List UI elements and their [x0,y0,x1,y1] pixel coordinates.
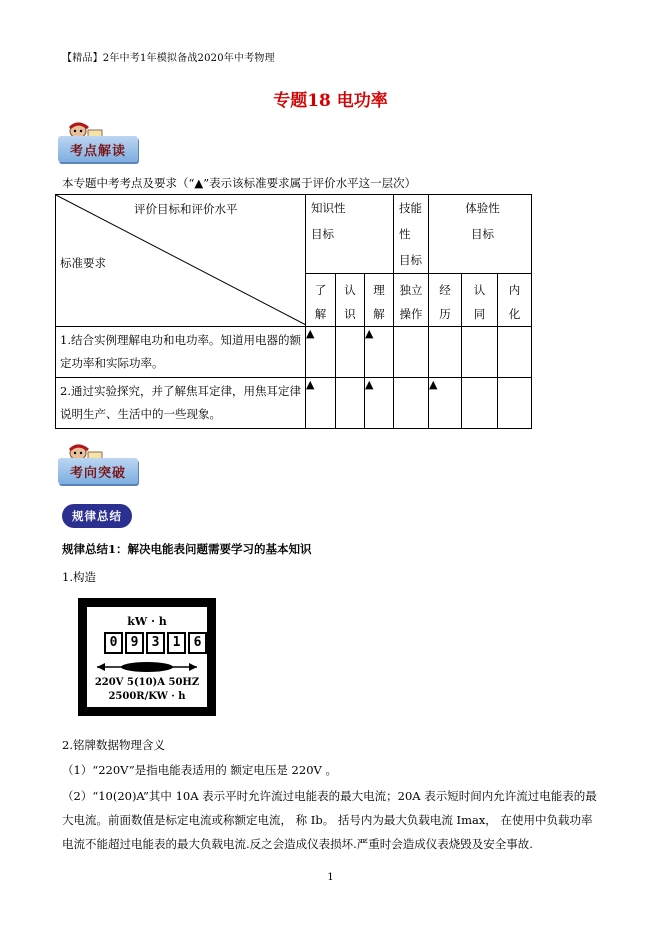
meter-digit: 1 [167,632,186,654]
subheader-cell [336,274,365,327]
diag-top-label: 评价目标和评价水平 [134,202,238,216]
mark-cell [498,327,532,378]
group-experience [429,195,532,274]
subheader-line: 识 [344,307,356,321]
subheader-line: 认 [344,283,356,297]
intro-text: 本专题中考考点及要求（“▲”表示该标准要求属于评价水平这一层次） [62,176,417,190]
subheader-line: 理 [373,283,385,297]
group-label-line: 体验性 [465,201,500,215]
subheader-line: 独立 [399,283,423,297]
meter-spec-line: 2500R/KW · h [108,691,186,702]
mark-cell [394,327,429,378]
mark-cell [462,327,498,378]
requirement-cell [56,378,306,429]
section-badge-label: 考向突破 [58,458,138,484]
mark-cell: ▲ [306,327,336,378]
subheader-line: 解 [373,307,385,321]
paragraph-220v: （1）“220V”是指电能表适用的 额定电压是 220V 。 [62,763,337,777]
paragraph-current-rating: （2）“10(20)A”其中 10A 表示平时允许流过电能表的最大电流；20A 表示短时间内允许流过电能表的最大电流。前面数值是标定电流或称额定电流， 称 Ib。 括号内为最大负载电流 Imax， 在使用中负载功率电流不能超过电能表的最大负载电流.反之会造成仪表损坏.严重时会造成仪表烧毁及安全事故. [62,789,597,851]
page-title: 专题18 电功率 [273,91,388,111]
subheader-cell [306,274,336,327]
subheader-cell [498,274,532,327]
table-row [56,378,532,429]
page-header: 【精品】2年中考1年模拟备战2020年中考物理 [62,53,275,64]
mark-cell [336,327,365,378]
group-label-line: 知识性 [311,201,346,215]
subheader-line: 解 [314,307,327,321]
meter-digit: 9 [125,632,144,654]
item-structure-heading: 1.构造 [62,570,96,584]
group-label-line: 技能 [399,201,422,215]
subheader-cell [429,274,462,327]
group-label-line: 目标 [399,253,422,267]
section-badge-kaodian [58,122,142,166]
mark-cell [462,378,498,429]
meter-digit-display [104,632,209,654]
subheader-line: 历 [439,307,451,321]
group-knowledge [306,195,394,274]
subheader-line: 了 [314,283,327,297]
electric-meter-illustration [78,598,216,716]
mark-cell: ▲ [429,378,462,429]
mark-cell [394,378,429,429]
mark-cell: ▲ [306,378,336,429]
group-skill [394,195,429,274]
requirements-table [55,194,532,429]
meter-disc-icon [97,659,197,675]
requirement-text: 2.通过实验探究，并了解焦耳定律，用焦耳定律说明生产、生活中的一些现象。 [60,384,301,421]
table-header-row [56,195,532,274]
subheader-line: 内 [508,283,521,297]
page-number: 1 [327,872,334,883]
meter-digit: 6 [188,632,207,654]
group-label-line: 目标 [311,227,334,241]
section-badge-kaoxiang [58,444,142,488]
meter-digit: 3 [146,632,165,654]
mark-cell [429,327,462,378]
mark-cell: ▲ [365,378,394,429]
requirement-text: 1.结合实例理解电功和电功率。知道用电器的额定功率和实际功率。 [60,333,301,370]
subheader-cell [394,274,429,327]
meter-digit: 0 [104,632,123,654]
diag-bottom-label: 标准要求 [60,256,106,270]
requirement-cell [56,327,306,378]
subheader-cell [462,274,498,327]
item-nameplate-heading: 2.铭牌数据物理含义 [62,738,165,752]
mark-cell [336,378,365,429]
group-label-line: 目标 [471,227,494,241]
subheader-line: 同 [473,307,486,321]
meter-spec-line: 220V 5(10)A 50HZ [94,677,200,688]
diagonal-header-cell [56,195,306,327]
subheader-cell [365,274,394,327]
rule-title: 规律总结1：解决电能表问题需要学习的基本知识 [62,542,312,556]
table-row [56,327,532,378]
mark-cell: ▲ [365,327,394,378]
subheader-line: 认 [473,283,486,297]
subheader-line: 经 [439,283,451,297]
rule-summary-badge: 规律总结 [62,504,132,528]
subheader-line: 操作 [399,307,423,321]
group-label-line: 性 [399,227,411,241]
meter-unit-label: kW · h [127,615,167,628]
subheader-line: 化 [508,307,521,321]
mark-cell [498,378,532,429]
section-badge-label: 考点解读 [58,136,138,162]
